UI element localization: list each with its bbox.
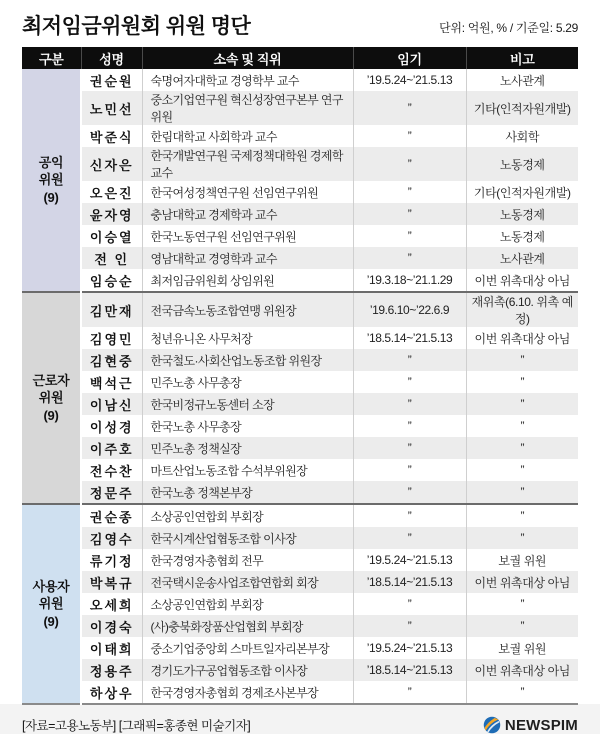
member-term: ” [353, 615, 466, 637]
members-table [22, 47, 578, 705]
member-name: 이주호 [81, 437, 142, 459]
member-note: 기타(인적자원개발) [466, 181, 578, 203]
member-name: 이태희 [81, 637, 142, 659]
member-org: 한국노동연구원 선임연구위원 [142, 225, 353, 247]
member-term: ” [353, 415, 466, 437]
member-row [22, 615, 578, 637]
page-title: 최저임금위원회 위원 명단 [22, 15, 251, 38]
member-name: 김영민 [81, 327, 142, 349]
member-org: 한림대학교 사회학과 교수 [142, 125, 353, 147]
member-term: ” [353, 247, 466, 269]
member-row [22, 437, 578, 459]
member-term: ” [353, 481, 466, 504]
member-row [22, 504, 578, 527]
member-name: 이성경 [81, 415, 142, 437]
member-row [22, 571, 578, 593]
member-term: ” [353, 371, 466, 393]
member-org: 경기도가구공업협동조합 이사장 [142, 659, 353, 681]
member-row [22, 681, 578, 704]
member-term: ” [353, 91, 466, 125]
source-credit: [자료=고용노동부] [그래픽=홍종현 미술기자] [22, 719, 251, 734]
member-row [22, 637, 578, 659]
member-term: ’19.5.24~’21.5.13 [353, 549, 466, 571]
member-name: 정문주 [81, 481, 142, 504]
member-row [22, 415, 578, 437]
member-org: 한국철도·사회산업노동조합 위원장 [142, 349, 353, 371]
member-note: ” [466, 437, 578, 459]
member-name: 이경숙 [81, 615, 142, 637]
member-note: 이번 위촉대상 아님 [466, 269, 578, 292]
member-term: ’19.6.10~’22.6.9 [353, 292, 466, 327]
unit-note: 단위: 억원, % / 기준일: 5.29 [439, 21, 578, 36]
footer-row [0, 705, 600, 734]
group-worker [22, 292, 578, 504]
member-term: ’19.3.18~’21.1.29 [353, 269, 466, 292]
member-row [22, 393, 578, 415]
member-row [22, 327, 578, 349]
member-term: ’19.5.24~’21.5.13 [353, 637, 466, 659]
group-label-cell-worker: 근로자 위원 (9) [22, 292, 81, 504]
member-org: 한국여성정책연구원 선임연구위원 [142, 181, 353, 203]
column-header-4: 비고 [466, 47, 578, 69]
member-org: 중소기업중앙회 스마트일자리본부장 [142, 637, 353, 659]
column-header-1: 성명 [81, 47, 142, 69]
member-note: 이번 위촉대상 아님 [466, 571, 578, 593]
member-note: 이번 위촉대상 아님 [466, 659, 578, 681]
title-row [0, 0, 600, 47]
member-row [22, 91, 578, 125]
member-row [22, 549, 578, 571]
member-row [22, 125, 578, 147]
member-name: 박복규 [81, 571, 142, 593]
member-row [22, 147, 578, 181]
member-name: 김영수 [81, 527, 142, 549]
member-org: (사)충북화장품산업협회 부회장 [142, 615, 353, 637]
member-term: ” [353, 593, 466, 615]
member-note: 보궐 위원 [466, 637, 578, 659]
member-note: 보궐 위원 [466, 549, 578, 571]
member-term: ” [353, 349, 466, 371]
member-row [22, 247, 578, 269]
member-note: ” [466, 527, 578, 549]
member-row [22, 269, 578, 292]
member-note: ” [466, 593, 578, 615]
member-name: 오은진 [81, 181, 142, 203]
table-header [22, 47, 578, 69]
column-header-3: 임기 [353, 47, 466, 69]
member-name: 권순종 [81, 504, 142, 527]
member-term: ’18.5.14~’21.5.13 [353, 659, 466, 681]
member-row [22, 527, 578, 549]
member-row [22, 459, 578, 481]
member-note: ” [466, 393, 578, 415]
member-name: 전수찬 [81, 459, 142, 481]
member-note: ” [466, 371, 578, 393]
column-header-2: 소속 및 직위 [142, 47, 353, 69]
member-note: 노사관계 [466, 247, 578, 269]
member-note: 노사관계 [466, 69, 578, 91]
member-org: 민주노총 사무총장 [142, 371, 353, 393]
member-org: 민주노총 정책실장 [142, 437, 353, 459]
member-term: ” [353, 125, 466, 147]
newspim-globe-icon [483, 716, 501, 734]
member-name: 노민선 [81, 91, 142, 125]
member-name: 윤자영 [81, 203, 142, 225]
member-name: 하상우 [81, 681, 142, 704]
group-label-cell-public: 공익 위원 (9) [22, 69, 81, 292]
member-note: 사회학 [466, 125, 578, 147]
member-name: 김만재 [81, 292, 142, 327]
member-row [22, 593, 578, 615]
member-org: 전국금속노동조합연맹 위원장 [142, 292, 353, 327]
member-row [22, 349, 578, 371]
member-name: 류기정 [81, 549, 142, 571]
member-row [22, 181, 578, 203]
member-note: 노동경제 [466, 147, 578, 181]
member-note: 노동경제 [466, 203, 578, 225]
member-row [22, 203, 578, 225]
member-name: 이승열 [81, 225, 142, 247]
member-org: 마트산업노동조합 수석부위원장 [142, 459, 353, 481]
member-org: 소상공인연합회 부회장 [142, 593, 353, 615]
member-term: ” [353, 527, 466, 549]
member-term: ” [353, 225, 466, 247]
newspim-logo [483, 716, 578, 734]
member-name: 이남신 [81, 393, 142, 415]
member-row [22, 659, 578, 681]
member-term: ’19.5.24~’21.5.13 [353, 69, 466, 91]
member-note: ” [466, 459, 578, 481]
member-name: 권순원 [81, 69, 142, 91]
member-name: 김현중 [81, 349, 142, 371]
member-term: ” [353, 459, 466, 481]
member-org: 최저임금위원회 상임위원 [142, 269, 353, 292]
member-term: ” [353, 203, 466, 225]
member-note: 재위촉(6.10. 위촉 예정) [466, 292, 578, 327]
member-org: 청년유니온 사무처장 [142, 327, 353, 349]
member-term: ” [353, 437, 466, 459]
member-term: ” [353, 181, 466, 203]
member-term: ” [353, 504, 466, 527]
member-org: 소상공인연합회 부회장 [142, 504, 353, 527]
member-name: 전 인 [81, 247, 142, 269]
member-note: ” [466, 415, 578, 437]
member-name: 신자은 [81, 147, 142, 181]
member-row [22, 481, 578, 504]
member-note: ” [466, 504, 578, 527]
member-org: 한국개발연구원 국제정책대학원 경제학 교수 [142, 147, 353, 181]
member-org: 충남대학교 경제학과 교수 [142, 203, 353, 225]
member-name: 정용주 [81, 659, 142, 681]
member-row [22, 292, 578, 327]
member-note: ” [466, 615, 578, 637]
member-note: 이번 위촉대상 아님 [466, 327, 578, 349]
member-org: 한국경영자총협회 전무 [142, 549, 353, 571]
member-note: ” [466, 681, 578, 704]
member-note: ” [466, 349, 578, 371]
member-name: 임승순 [81, 269, 142, 292]
group-label-cell-employer: 사용자 위원 (9) [22, 504, 81, 704]
header-row [22, 47, 578, 69]
member-row [22, 225, 578, 247]
group-employer [22, 504, 578, 704]
member-note: ” [466, 481, 578, 504]
member-org: 한국노총 사무총장 [142, 415, 353, 437]
member-name: 박준식 [81, 125, 142, 147]
member-org: 숙명여자대학교 경영학부 교수 [142, 69, 353, 91]
member-org: 한국비정규노동센터 소장 [142, 393, 353, 415]
member-row [22, 69, 578, 91]
member-org: 한국시계산업협동조합 이사장 [142, 527, 353, 549]
member-org: 중소기업연구원 혁신성장연구본부 연구위원 [142, 91, 353, 125]
member-term: ” [353, 393, 466, 415]
member-org: 전국택시운송사업조합연합회 회장 [142, 571, 353, 593]
member-term: ’18.5.14~’21.5.13 [353, 571, 466, 593]
member-name: 백석근 [81, 371, 142, 393]
group-public [22, 69, 578, 292]
newspim-wordmark: NEWSPIM [504, 716, 578, 734]
member-term: ’18.5.14~’21.5.13 [353, 327, 466, 349]
member-org: 영남대학교 경영학과 교수 [142, 247, 353, 269]
member-term: ” [353, 681, 466, 704]
member-name: 오세희 [81, 593, 142, 615]
column-header-0: 구분 [22, 47, 81, 69]
member-note: 노동경제 [466, 225, 578, 247]
member-note: 기타(인적자원개발) [466, 91, 578, 125]
member-org: 한국경영자총협회 경제조사본부장 [142, 681, 353, 704]
member-row [22, 371, 578, 393]
member-org: 한국노총 정책본부장 [142, 481, 353, 504]
member-term: ” [353, 147, 466, 181]
